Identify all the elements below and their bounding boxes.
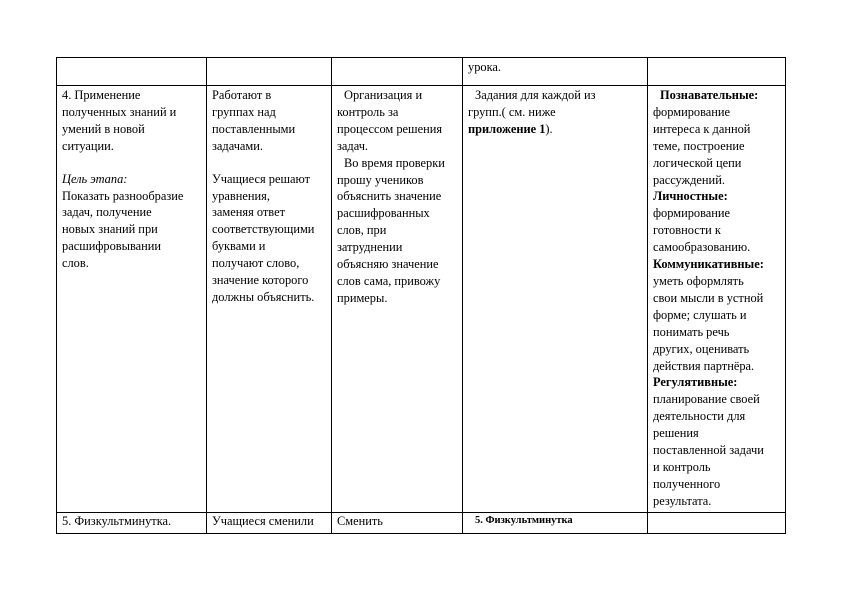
tasks-text: 5. Физкультминутка: [475, 515, 573, 526]
uud-line: рассуждений.: [653, 172, 725, 187]
table-row: [57, 513, 786, 534]
students-line: уравнения,: [212, 188, 270, 203]
appendix-reference: приложение 1: [468, 121, 546, 136]
students-line: значение которого: [212, 273, 309, 288]
uud-line: решения: [653, 426, 699, 441]
teacher-line: контроль за: [337, 104, 399, 119]
table-row: [57, 58, 786, 86]
teacher-line: слов сама, привожу: [337, 273, 441, 288]
teacher-line: задач.: [337, 138, 369, 153]
teacher-text: Сменить: [337, 514, 383, 528]
students-line: группах над: [212, 104, 276, 119]
uud-line: результата.: [653, 493, 712, 508]
communicative-heading: Коммуникативные:: [653, 257, 764, 272]
students-line: поставленными: [212, 121, 296, 136]
teacher-line: расшифрованных: [337, 206, 430, 221]
teacher-line: объяснить значение: [337, 189, 442, 204]
stage-title-line: умений в новой: [62, 121, 145, 136]
uud-line: и контроль: [653, 459, 711, 474]
regulative-heading: Регулятивные:: [653, 375, 738, 390]
uud-line: формирование: [653, 104, 731, 119]
uud-line: самообразованию.: [653, 240, 751, 255]
students-text: Учащиеся сменили: [212, 514, 314, 528]
table-cell: [332, 58, 463, 86]
goal-line: задач, получение: [62, 205, 152, 220]
stage-cell: [57, 86, 207, 513]
uud-line: формирование: [653, 206, 731, 221]
table-cell: [648, 513, 786, 534]
uud-line: планирование своей: [653, 392, 760, 407]
uud-line: теме, построение: [653, 138, 745, 153]
students-line: получают слово,: [212, 256, 300, 271]
students-line: должны объяснить.: [212, 289, 315, 304]
teacher-cell: [332, 86, 463, 513]
uud-line: полученного: [653, 476, 721, 491]
uud-line: других, оценивать: [653, 341, 750, 356]
students-cell: [207, 86, 332, 513]
goal-label: Цель этапа:: [62, 171, 128, 186]
teacher-line: затруднении: [337, 240, 403, 255]
table-cell: [207, 513, 332, 534]
table-cell: [57, 58, 207, 86]
table-cell: [463, 58, 648, 86]
goal-line: Показать разнообразие: [62, 188, 184, 203]
stage-5-title: 5. Физкультминутка.: [62, 514, 172, 528]
uud-line: логической цепи: [653, 155, 742, 170]
uud-line: понимать речь: [653, 324, 730, 339]
table-cell: [648, 58, 786, 86]
students-line: буквами и: [212, 239, 266, 254]
cognitive-heading: Познавательные:: [660, 88, 759, 102]
teacher-line: прошу учеников: [337, 172, 424, 187]
personal-heading: Личностные:: [653, 189, 728, 204]
lesson-plan-table: [56, 57, 786, 534]
appendix-tail: ).: [545, 121, 553, 136]
stage-title-line: полученных знаний и: [62, 104, 177, 119]
table-cell: [463, 513, 648, 534]
uud-line: форме; слушать и: [653, 307, 747, 322]
uud-line: деятельности для: [653, 409, 746, 424]
teacher-line: Во время проверки: [344, 155, 445, 170]
stage-title-line: 4. Применение: [62, 88, 141, 102]
uud-line: уметь оформлять: [653, 273, 744, 288]
uud-line: действия партнёра.: [653, 358, 755, 373]
uud-cell: [648, 86, 786, 513]
students-line: заменяя ответ: [212, 205, 286, 220]
students-line: соответствующими: [212, 222, 315, 237]
teacher-line: слов, при: [337, 223, 387, 238]
tasks-cell: [463, 86, 648, 513]
table-cell: [207, 58, 332, 86]
goal-line: слов.: [62, 256, 89, 271]
teacher-line: процессом решения: [337, 121, 443, 136]
students-line: задачами.: [212, 138, 264, 153]
tasks-line: групп.( см. ниже: [468, 104, 556, 119]
tasks-line: [468, 121, 643, 138]
students-line: Работают в: [212, 88, 272, 102]
teacher-line: объясняю значение: [337, 257, 439, 272]
teacher-line: примеры.: [337, 290, 388, 305]
goal-line: новых знаний при: [62, 222, 158, 237]
uud-line: интереса к данной: [653, 121, 751, 136]
goal-line: расшифровывании: [62, 239, 162, 254]
stage-title-line: ситуации.: [62, 138, 114, 153]
uud-line: поставленной задачи: [653, 443, 764, 458]
table-cell: [57, 513, 207, 534]
tasks-line: Задания для каждой из: [475, 88, 596, 102]
uud-line: готовности к: [653, 223, 721, 238]
teacher-line: Организация и: [344, 88, 423, 102]
uud-line: свои мысли в устной: [653, 290, 764, 305]
students-line: Учащиеся решают: [212, 171, 311, 186]
table-row: [57, 86, 786, 513]
table-cell: [332, 513, 463, 534]
cell-text: урока.: [468, 60, 502, 74]
